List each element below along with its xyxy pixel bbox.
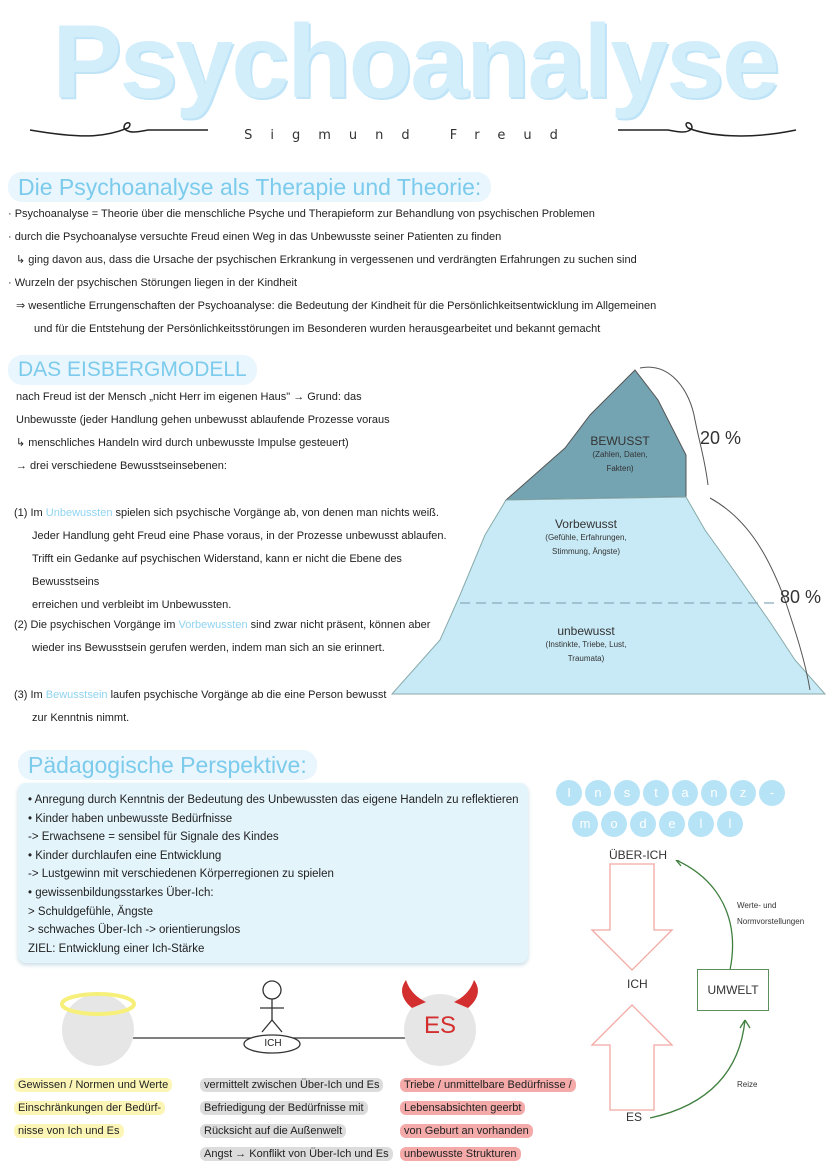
- p3-prefix: (3) Im: [14, 689, 46, 701]
- umwelt-box: UMWELT: [697, 969, 769, 1011]
- title-letter: l: [717, 811, 743, 837]
- p1-line: erreichen und verbleibt im Unbewussten.: [32, 599, 232, 611]
- p1-line: Trifft ein Gedanke auf psychischen Widerstand, kann er nicht die Ebene des Bewusstseins: [32, 553, 402, 588]
- ich-list: [200, 1073, 400, 1165]
- therapy-line: und für die Entstehung der Persönlichkeitsstörungen im Besonderen wurden herausgearbeitet und bekannt gemacht: [34, 323, 601, 335]
- title-letter: t: [643, 780, 669, 806]
- page-subtitle: Sigmund Freud: [244, 128, 576, 143]
- p3-rest: laufen psychische Vorgänge ab die eine Person bewusst: [107, 689, 387, 701]
- pedagogic-item: • Anregung durch Kenntnis der Bedeutung des Unbewussten das eigene Handeln zu reflektieren: [28, 794, 519, 806]
- pedagogic-item: > schwaches Über-Ich -> orientierungslos: [28, 924, 241, 937]
- title-letter: d: [630, 811, 656, 837]
- pedagogic-item: • Kinder haben unbewusste Bedürfnisse: [28, 812, 233, 825]
- page-title: Psychoanalyse: [52, 4, 778, 120]
- level-bewusst: [570, 434, 670, 476]
- p1-rest: spielen sich psychische Vorgänge ab, von denen man nichts weiß.: [112, 507, 439, 519]
- therapy-line: · durch die Psychoanalyse versuchte Freud einen Weg in das Unbewusste seiner Patienten zu finden: [8, 231, 502, 243]
- percent-top: 20 %: [700, 428, 742, 448]
- title-letter: I: [556, 780, 582, 806]
- pedagogic-heading: Pädagogische Perspektive:: [18, 750, 317, 780]
- pedagogic-box: [18, 783, 528, 963]
- werte-note: [737, 898, 804, 930]
- p1-prefix: (1) Im: [14, 507, 46, 519]
- iceberg-heading: DAS EISBERGMODELL: [8, 355, 257, 385]
- therapy-text: [8, 203, 818, 341]
- p3-highlight: Bewusstsein: [45, 689, 108, 701]
- title-letter: z: [730, 780, 756, 806]
- iceberg-intro-line: nach Freud ist der Mensch „nicht Herr im eigenen Haus" → Grund: das: [16, 391, 362, 403]
- level-unbewusst: [526, 624, 646, 666]
- title-letter: o: [601, 811, 627, 837]
- level-bewusst-sub: Fakten): [606, 464, 634, 473]
- ich-item: Befriedigung der Bedürfnisse mit: [200, 1101, 368, 1115]
- level-unbewusst-sub: (Instinkte, Triebe, Lust,: [545, 640, 627, 649]
- level-vorbewusst-sub: Stimmung, Ängste): [551, 547, 621, 556]
- p2-prefix: (2) Die psychischen Vorgänge im: [14, 619, 179, 631]
- pedagogic-item: ZIEL: Entwicklung einer Ich-Stärke: [28, 942, 205, 955]
- ueber-ich-circle: [62, 994, 134, 1066]
- level-bewusst-sub: (Zahlen, Daten,: [592, 450, 648, 459]
- label-ich: ICH: [627, 977, 648, 991]
- ich-item: Rücksicht auf die Außenwelt: [200, 1124, 346, 1138]
- iceberg-intro-line: Unbewusste (jeder Handlung gehen unbewusst ablaufende Prozesse voraus: [16, 414, 390, 426]
- label-ueber-ich: ÜBER-ICH: [609, 848, 668, 862]
- therapy-heading: Die Psychoanalyse als Therapie und Theorie:: [8, 172, 491, 202]
- iceberg-intro-line: ↳ menschliches Handeln wird durch unbewusste Impulse gesteuert): [16, 437, 349, 449]
- therapy-line: · Wurzeln der psychischen Störungen liegen in der Kindheit: [8, 277, 298, 289]
- ueber-ich-item: Einschränkungen der Bedürf-: [14, 1101, 165, 1115]
- es-item: von Geburt an vorhanden: [400, 1124, 533, 1138]
- es-item: Lebensabsichten geerbt: [400, 1101, 525, 1115]
- therapy-line: · Psychoanalyse = Theorie über die menschliche Psyche und Therapieform zur Behandlung von psychischen Problemen: [8, 208, 595, 220]
- level-2-paragraph: [14, 614, 444, 660]
- level-unbewusst-sub: Traumata): [567, 654, 605, 663]
- therapy-line: ↳ ging davon aus, dass die Ursache der psychischen Erkrankung in vergessenen und verdrängten Erfahrungen zu suchen sind: [16, 254, 637, 266]
- es-item: unbewusste Strukturen: [400, 1147, 521, 1161]
- instanzmodell-title: [556, 780, 796, 844]
- p1-line: Jeder Handlung geht Freud eine Phase voraus, in der Prozesse unbewusst ablaufen.: [32, 530, 447, 542]
- title-letter: a: [672, 780, 698, 806]
- werte-note-line: Normvorstellungen: [737, 917, 805, 926]
- title-letter: n: [585, 780, 611, 806]
- title-letter: m: [572, 811, 598, 837]
- arrow-down: [592, 864, 672, 970]
- es-item: Triebe / unmittelbare Bedürfnisse /: [400, 1078, 576, 1092]
- ueber-ich-item: Gewissen / Normen und Werte: [14, 1078, 172, 1092]
- werte-note-line: Werte- und: [737, 901, 777, 910]
- title-letter: s: [614, 780, 640, 806]
- iceberg-intro: [16, 386, 396, 478]
- person-icon: [263, 981, 281, 999]
- arrow-up: [592, 1005, 672, 1110]
- p2-line: wieder ins Bewusstsein gerufen werden, indem man sich an sie erinnert.: [32, 642, 385, 654]
- title-letter: l: [688, 811, 714, 837]
- level-vorbewusst: [526, 517, 646, 559]
- p1-highlight: Unbewussten: [45, 507, 113, 519]
- ueber-ich-list: [14, 1073, 194, 1142]
- level-vorbewusst-title: Vorbewusst: [554, 517, 618, 531]
- es-figure-label: ES: [423, 1012, 456, 1039]
- p2-rest: sind zwar nicht präsent, können aber: [247, 619, 431, 631]
- percent-bottom: 80 %: [780, 587, 822, 607]
- pedagogic-item: • gewissenbildungsstarkes Über-Ich:: [28, 886, 214, 899]
- pedagogic-item: -> Lustgewinn mit verschiedenen Körperregionen zu spielen: [28, 868, 334, 881]
- p2-highlight: Vorbewussten: [178, 619, 248, 631]
- level-1-paragraph: [14, 502, 454, 617]
- title-letter: e: [659, 811, 685, 837]
- pedagogic-item: -> Erwachsene = sensibel für Signale des Kindes: [28, 831, 279, 844]
- level-bewusst-title: BEWUSST: [590, 434, 650, 448]
- label-es: ES: [626, 1110, 643, 1124]
- ueber-ich-item: nisse von Ich und Es: [14, 1124, 124, 1138]
- title-letter: n: [701, 780, 727, 806]
- ich-item: Angst → Konflikt von Über-Ich und Es: [200, 1147, 393, 1161]
- pedagogic-item: • Kinder durchlaufen eine Entwicklung: [28, 849, 222, 862]
- ich-item: vermittelt zwischen Über-Ich und Es: [200, 1078, 383, 1092]
- title-letter: -: [759, 780, 785, 806]
- iceberg-intro-line: → drei verschiedene Bewusstseinsebenen:: [16, 460, 227, 472]
- therapy-line: ⇒ wesentliche Errungenschaften der Psychoanalyse: die Bedeutung der Kindheit für die Persönlichkeitsentwicklung im Allgemeinen: [16, 300, 657, 312]
- level-3-paragraph: [14, 684, 444, 730]
- es-list: [400, 1073, 600, 1165]
- ich-figure-label: ICH: [264, 1038, 282, 1049]
- level-vorbewusst-sub: (Gefühle, Erfahrungen,: [545, 533, 627, 542]
- pedagogic-item: > Schuldgefühle, Ängste: [28, 905, 153, 918]
- p3-line: zur Kenntnis nimmt.: [32, 712, 130, 724]
- reize-note: Reize: [737, 1080, 758, 1089]
- level-unbewusst-title: unbewusst: [557, 624, 615, 638]
